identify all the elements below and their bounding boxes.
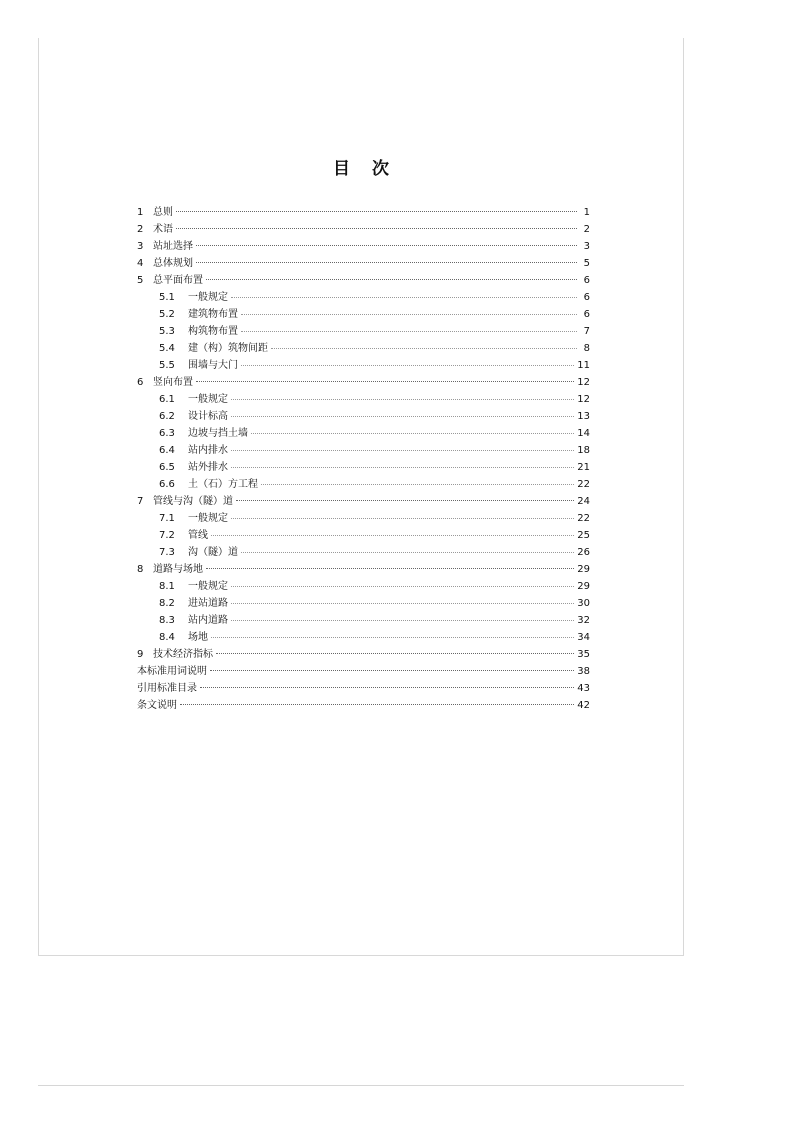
toc-section-entry[interactable] bbox=[137, 374, 590, 391]
toc-dot-leader bbox=[196, 245, 577, 246]
toc-entry-number: 5.4 bbox=[159, 343, 175, 354]
toc-entry-label: 边坡与挡土墙 bbox=[188, 428, 248, 439]
toc-section-entry[interactable] bbox=[137, 646, 590, 663]
toc-dot-leader bbox=[231, 450, 574, 451]
toc-dot-leader bbox=[241, 331, 577, 332]
toc-entry-number: 4 bbox=[137, 258, 144, 269]
toc-entry-page-number: 18 bbox=[577, 445, 590, 456]
toc-section-entry[interactable] bbox=[137, 663, 590, 680]
toc-entry-number: 5.5 bbox=[159, 360, 175, 371]
toc-entry-page-number: 8 bbox=[583, 343, 590, 354]
toc-section-entry[interactable] bbox=[137, 680, 590, 697]
toc-subsection-entry[interactable] bbox=[137, 408, 590, 425]
toc-subsection-entry[interactable] bbox=[137, 425, 590, 442]
toc-subsection-entry[interactable] bbox=[137, 595, 590, 612]
toc-subsection-entry[interactable] bbox=[137, 459, 590, 476]
toc-entry-label: 引用标准目录 bbox=[137, 683, 197, 694]
toc-entry-page-number: 38 bbox=[577, 666, 590, 677]
toc-entry-label: 一般规定 bbox=[188, 292, 228, 303]
toc-entry-page-number: 7 bbox=[583, 326, 590, 337]
toc-entry-page-number: 6 bbox=[583, 309, 590, 320]
toc-entry-page-number: 29 bbox=[577, 564, 590, 575]
toc-entry-page-number: 24 bbox=[577, 496, 590, 507]
toc-subsection-entry[interactable] bbox=[137, 629, 590, 646]
toc-entry-number: 8.3 bbox=[159, 615, 175, 626]
toc-entry-page-number: 26 bbox=[577, 547, 590, 558]
toc-subsection-entry[interactable] bbox=[137, 527, 590, 544]
toc-entry-page-number: 29 bbox=[577, 581, 590, 592]
toc-dot-leader bbox=[211, 535, 574, 536]
toc-entry-page-number: 22 bbox=[577, 513, 590, 524]
toc-subsection-entry[interactable] bbox=[137, 510, 590, 527]
toc-entry-label: 一般规定 bbox=[188, 394, 228, 405]
toc-entry-number: 5.2 bbox=[159, 309, 175, 320]
toc-entry-label: 站内排水 bbox=[188, 445, 228, 456]
toc-section-entry[interactable] bbox=[137, 493, 590, 510]
toc-entry-label: 道路与场地 bbox=[153, 564, 203, 575]
toc-entry-number: 6.1 bbox=[159, 394, 175, 405]
toc-entry-number: 7 bbox=[137, 496, 144, 507]
toc-entry-page-number: 6 bbox=[583, 275, 590, 286]
toc-dot-leader bbox=[196, 262, 577, 263]
toc-dot-leader bbox=[216, 653, 574, 654]
toc-entry-number: 6.2 bbox=[159, 411, 175, 422]
toc-entry-number: 5.3 bbox=[159, 326, 175, 337]
toc-entry-label: 本标准用词说明 bbox=[137, 666, 207, 677]
toc-dot-leader bbox=[200, 687, 574, 688]
toc-entry-number: 6.3 bbox=[159, 428, 175, 439]
toc-entry-label: 站外排水 bbox=[188, 462, 228, 473]
toc-entry-label: 进站道路 bbox=[188, 598, 228, 609]
toc-subsection-entry[interactable] bbox=[137, 289, 590, 306]
toc-dot-leader bbox=[261, 484, 574, 485]
toc-entry-page-number: 30 bbox=[577, 598, 590, 609]
toc-entry-number: 6 bbox=[137, 377, 144, 388]
toc-dot-leader bbox=[196, 381, 574, 382]
toc-entry-label: 土（石）方工程 bbox=[188, 479, 258, 490]
toc-entry-page-number: 12 bbox=[577, 377, 590, 388]
toc-subsection-entry[interactable] bbox=[137, 612, 590, 629]
toc-entry-page-number: 13 bbox=[577, 411, 590, 422]
toc-entry-page-number: 25 bbox=[577, 530, 590, 541]
table-of-contents bbox=[137, 204, 590, 714]
toc-entry-label: 总平面布置 bbox=[153, 275, 203, 286]
toc-entry-label: 围墙与大门 bbox=[188, 360, 238, 371]
toc-dot-leader bbox=[241, 365, 574, 366]
toc-entry-number: 3 bbox=[137, 241, 144, 252]
toc-subsection-entry[interactable] bbox=[137, 357, 590, 374]
toc-entry-number: 8.1 bbox=[159, 581, 175, 592]
toc-dot-leader bbox=[180, 704, 574, 705]
toc-entry-label: 构筑物布置 bbox=[188, 326, 238, 337]
toc-entry-number: 5.1 bbox=[159, 292, 175, 303]
toc-entry-page-number: 2 bbox=[583, 224, 590, 235]
toc-entry-number: 6.6 bbox=[159, 479, 175, 490]
toc-entry-label: 场地 bbox=[188, 632, 208, 643]
toc-entry-page-number: 14 bbox=[577, 428, 590, 439]
toc-dot-leader bbox=[231, 399, 574, 400]
toc-entry-number: 7.2 bbox=[159, 530, 175, 541]
toc-entry-number: 7.1 bbox=[159, 513, 175, 524]
toc-dot-leader bbox=[231, 467, 574, 468]
toc-entry-page-number: 5 bbox=[583, 258, 590, 269]
toc-entry-page-number: 32 bbox=[577, 615, 590, 626]
toc-entry-number: 1 bbox=[137, 207, 144, 218]
toc-entry-label: 技术经济指标 bbox=[153, 649, 213, 660]
toc-subsection-entry[interactable] bbox=[137, 476, 590, 493]
toc-dot-leader bbox=[236, 500, 574, 501]
toc-entry-label: 建（构）筑物间距 bbox=[188, 343, 268, 354]
toc-dot-leader bbox=[231, 586, 574, 587]
toc-dot-leader bbox=[231, 603, 574, 604]
toc-section-entry[interactable] bbox=[137, 697, 590, 714]
toc-entry-page-number: 21 bbox=[577, 462, 590, 473]
toc-dot-leader bbox=[206, 568, 574, 569]
toc-entry-page-number: 22 bbox=[577, 479, 590, 490]
toc-dot-leader bbox=[211, 637, 574, 638]
toc-dot-leader bbox=[231, 416, 574, 417]
toc-section-entry[interactable] bbox=[137, 221, 590, 238]
toc-entry-page-number: 43 bbox=[577, 683, 590, 694]
toc-section-entry[interactable] bbox=[137, 561, 590, 578]
toc-entry-page-number: 6 bbox=[583, 292, 590, 303]
toc-entry-label: 沟（隧）道 bbox=[188, 547, 238, 558]
toc-subsection-entry[interactable] bbox=[137, 442, 590, 459]
toc-entry-label: 管线与沟（隧）道 bbox=[153, 496, 233, 507]
toc-title: 目 次 bbox=[333, 159, 397, 179]
toc-section-entry[interactable] bbox=[137, 238, 590, 255]
toc-dot-leader bbox=[231, 518, 574, 519]
toc-entry-label: 竖向布置 bbox=[153, 377, 193, 388]
toc-entry-page-number: 42 bbox=[577, 700, 590, 711]
toc-entry-page-number: 1 bbox=[583, 207, 590, 218]
toc-entry-label: 总则 bbox=[153, 207, 173, 218]
toc-entry-number: 8.4 bbox=[159, 632, 175, 643]
toc-entry-page-number: 3 bbox=[583, 241, 590, 252]
toc-entry-number: 7.3 bbox=[159, 547, 175, 558]
toc-subsection-entry[interactable] bbox=[137, 391, 590, 408]
toc-entry-number: 8 bbox=[137, 564, 144, 575]
toc-subsection-entry[interactable] bbox=[137, 340, 590, 357]
toc-entry-label: 总体规划 bbox=[153, 258, 193, 269]
toc-entry-label: 一般规定 bbox=[188, 581, 228, 592]
toc-section-entry[interactable] bbox=[137, 204, 590, 221]
toc-entry-number: 6.5 bbox=[159, 462, 175, 473]
toc-entry-label: 条文说明 bbox=[137, 700, 177, 711]
toc-dot-leader bbox=[271, 348, 577, 349]
toc-entry-label: 一般规定 bbox=[188, 513, 228, 524]
toc-section-entry[interactable] bbox=[137, 255, 590, 272]
toc-entry-label: 术语 bbox=[153, 224, 173, 235]
toc-entry-page-number: 34 bbox=[577, 632, 590, 643]
toc-entry-number: 2 bbox=[137, 224, 144, 235]
toc-entry-number: 6.4 bbox=[159, 445, 175, 456]
toc-entry-page-number: 11 bbox=[577, 360, 590, 371]
toc-section-entry[interactable] bbox=[137, 272, 590, 289]
toc-dot-leader bbox=[206, 279, 577, 280]
toc-subsection-entry[interactable] bbox=[137, 544, 590, 561]
toc-dot-leader bbox=[251, 433, 574, 434]
toc-dot-leader bbox=[241, 552, 574, 553]
toc-entry-number: 8.2 bbox=[159, 598, 175, 609]
toc-subsection-entry[interactable] bbox=[137, 323, 590, 340]
toc-entry-label: 设计标高 bbox=[188, 411, 228, 422]
toc-entry-label: 站址选择 bbox=[153, 241, 193, 252]
toc-entry-number: 9 bbox=[137, 649, 144, 660]
toc-dot-leader bbox=[210, 670, 574, 671]
toc-entry-label: 建筑物布置 bbox=[188, 309, 238, 320]
toc-dot-leader bbox=[231, 297, 577, 298]
toc-entry-label: 站内道路 bbox=[188, 615, 228, 626]
toc-dot-leader bbox=[176, 228, 577, 229]
bottom-divider bbox=[38, 1085, 684, 1086]
toc-dot-leader bbox=[176, 211, 577, 212]
toc-dot-leader bbox=[231, 620, 574, 621]
toc-dot-leader bbox=[241, 314, 577, 315]
toc-entry-page-number: 35 bbox=[577, 649, 590, 660]
toc-subsection-entry[interactable] bbox=[137, 578, 590, 595]
toc-subsection-entry[interactable] bbox=[137, 306, 590, 323]
toc-entry-number: 5 bbox=[137, 275, 144, 286]
toc-entry-page-number: 12 bbox=[577, 394, 590, 405]
toc-entry-label: 管线 bbox=[188, 530, 208, 541]
